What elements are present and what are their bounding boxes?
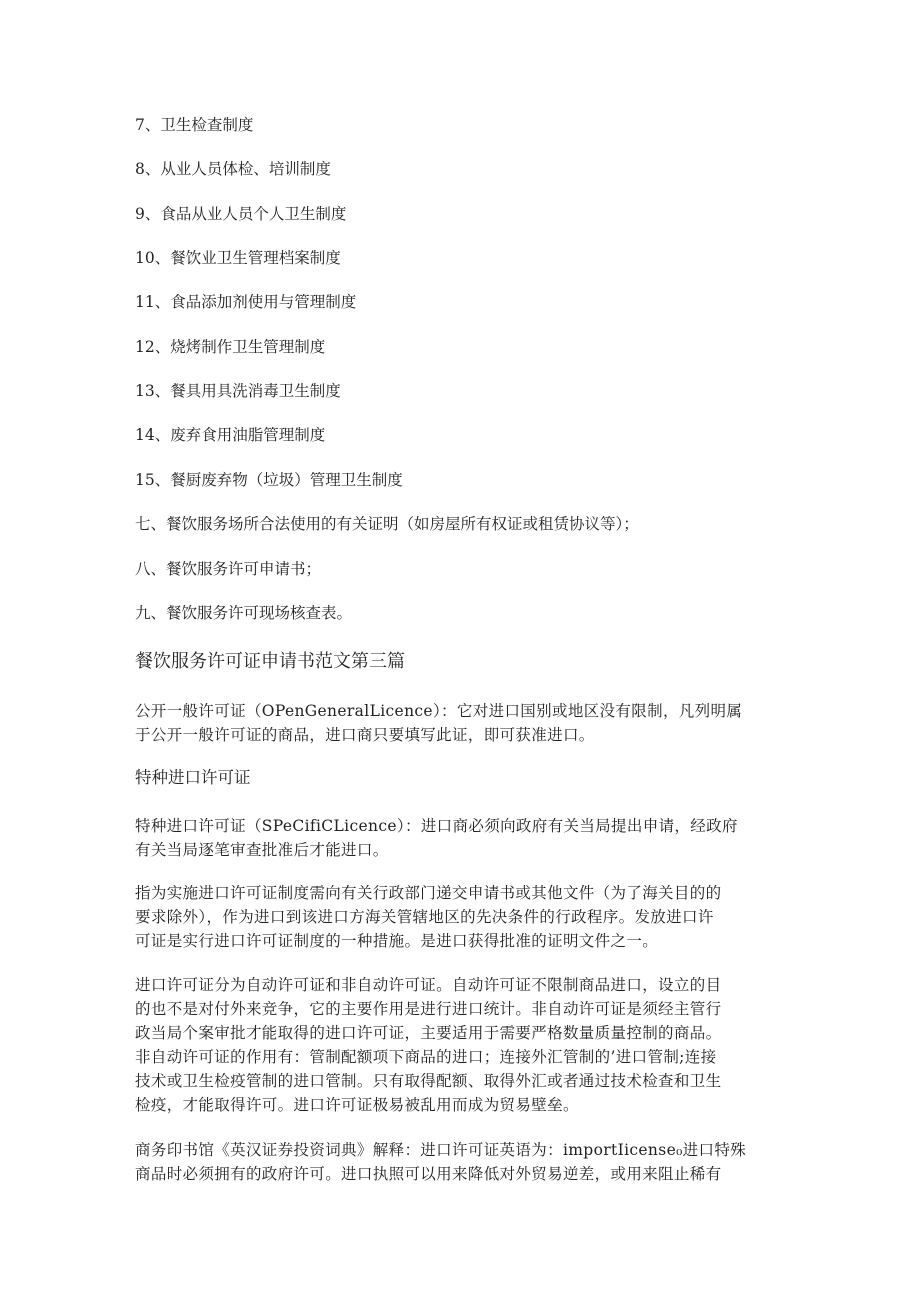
paragraph-line: 特种进口许可证（SPeCifiCLicence）：进口商必须向政府有关当局提出申请，经政府 [135, 817, 738, 835]
paragraph-line: 进口许可证分为自动许可证和非自动许可证。自动许可证不限制商品进口，设立的目 [135, 976, 722, 994]
list-item: 15、餐厨废弃物（垃圾）管理卫生制度 [135, 471, 403, 489]
paragraph-line: 的也不是对付外来竞争，它的主要作用是进行进口统计。非自动许可证是须经主管行 [135, 1000, 722, 1018]
list-item: 八、餐饮服务许可申请书； [135, 560, 322, 578]
list-item: 13、餐具用具洗消毒卫生制度 [135, 382, 341, 400]
paragraph-line: 有关当局逐笔审查批准后才能进口。 [135, 841, 389, 859]
list-item: 7、卫生检查制度 [135, 116, 254, 134]
section-title: 餐饮服务许可证申请书范文第三篇 [135, 651, 405, 672]
list-item: 10、餐饮业卫生管理档案制度 [135, 249, 341, 267]
paragraph-open-licence [135, 699, 785, 747]
paragraph-line: 于公开一般许可证的商品，进口商只要填写此证，即可获准进口。 [135, 726, 595, 744]
paragraph-line: 政当局个案审批才能取得的进口许可证，主要适用于需要严格数量质量控制的商品。 [135, 1024, 722, 1042]
paragraph-line: 可证是实行进口许可证制度的一种措施。是进口获得批准的证明文件之一。 [135, 932, 659, 950]
paragraph-line: 商务印书馆《英汉证券投资词典》解释：进口许可证英语为：importIicense₀进口特殊 [135, 1141, 747, 1159]
paragraph-line: 公开一般许可证（OPenGeneralLicence）：它对进口国别或地区没有限制，凡列明属 [135, 702, 743, 720]
paragraph-definition [135, 881, 785, 953]
list-item: 12、烧烤制作卫生管理制度 [135, 338, 326, 356]
paragraph-line: 技术或卫生检疫管制的进口管制。只有取得配额、取得外汇或者通过技术检查和卫生 [135, 1072, 722, 1090]
paragraph-line: 商品时必须拥有的政府许可。进口执照可以用来降低对外贸易逆差，或用来阻止稀有 [135, 1165, 722, 1183]
paragraph-special-licence [135, 814, 785, 862]
paragraph-classification [135, 973, 785, 1117]
paragraph-line: 检疫，才能取得许可。进口许可证极易被乱用而成为贸易壁垒。 [135, 1096, 579, 1114]
list-item: 9、食品从业人员个人卫生制度 [135, 205, 347, 223]
paragraph-dictionary [135, 1138, 785, 1186]
list-item: 14、废弃食用油脂管理制度 [135, 426, 326, 444]
list-item: 11、食品添加剂使用与管理制度 [135, 293, 357, 311]
list-item: 七、餐饮服务场所合法使用的有关证明（如房屋所有权证或租赁协议等）； [135, 515, 639, 533]
paragraph-line: 非自动许可证的作用有：管制配额项下商品的进口；连接外汇管制的’进口管制;连接 [135, 1048, 717, 1066]
subheading-special-licence: 特种进口许可证 [135, 768, 251, 787]
list-item: 8、从业人员体检、培训制度 [135, 160, 331, 178]
paragraph-line: 指为实施进口许可证制度需向有关行政部门递交申请书或其他文件（为了海关目的的 [135, 884, 722, 902]
list-item: 九、餐饮服务许可现场核查表。 [135, 604, 353, 622]
paragraph-line: 要求除外），作为进口到该进口方海关管辖地区的先决条件的行政程序。发放进口许 [135, 908, 714, 926]
